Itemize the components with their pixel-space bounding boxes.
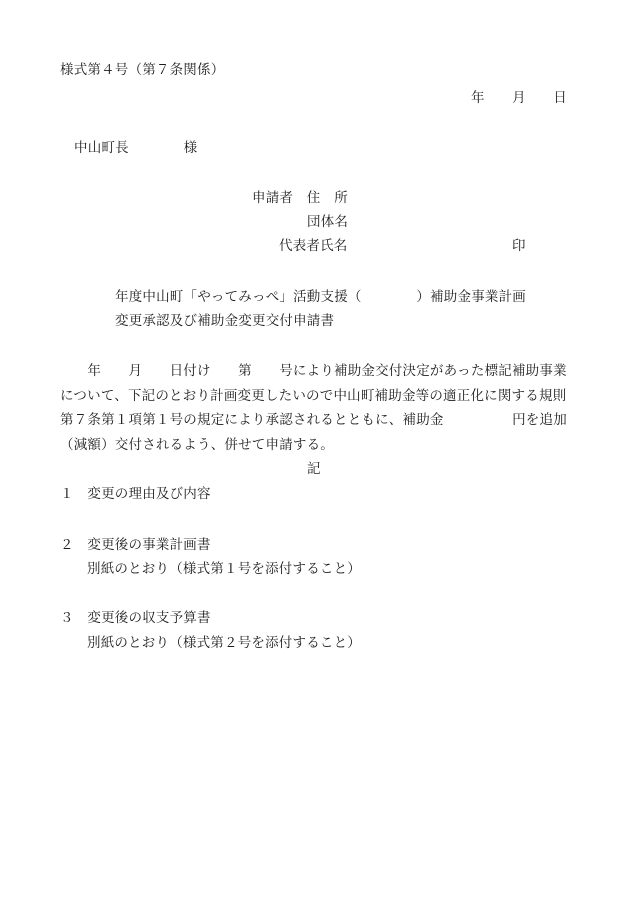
date-line: 年 月 日: [471, 90, 567, 106]
form-number: 様式第４号（第７条関係）: [60, 62, 225, 78]
title-line-2: 変更承認及び補助金変更交付申請書: [115, 313, 335, 329]
body-line: 第７条第１項第１号の規定により承認されるとともに、補助金 円を追加: [60, 412, 567, 428]
applicant-org-label: 団体名: [307, 214, 349, 230]
body-line: について、下記のとおり計画変更したいので中山町補助金等の適正化に関する規則: [60, 388, 567, 404]
body-line: （減額）交付されるよう、併せて申請する。: [60, 437, 334, 453]
ki-heading: 記: [307, 461, 321, 477]
addressee: 中山町長 様: [74, 140, 198, 156]
item-heading-2: ２ 変更後の事業計画書: [60, 537, 211, 553]
title-line-1: 年度中山町「やってみっぺ」活動支援（ ）補助金事業計画: [115, 289, 526, 305]
seal-mark: 印: [512, 238, 526, 254]
item-heading-1: １ 変更の理由及び内容: [60, 486, 211, 502]
item-note-2: 別紙のとおり（様式第１号を添付すること）: [87, 561, 361, 577]
item-note-3: 別紙のとおり（様式第２号を添付すること）: [87, 635, 361, 651]
applicant-rep-label: 代表者氏名: [279, 238, 348, 254]
body-line: 年 月 日付け 第 号により補助金交付決定があった標記補助事業: [60, 363, 567, 379]
applicant-address-label: 申請者 住 所: [252, 190, 348, 206]
item-heading-3: ３ 変更後の収支予算書: [60, 610, 211, 626]
